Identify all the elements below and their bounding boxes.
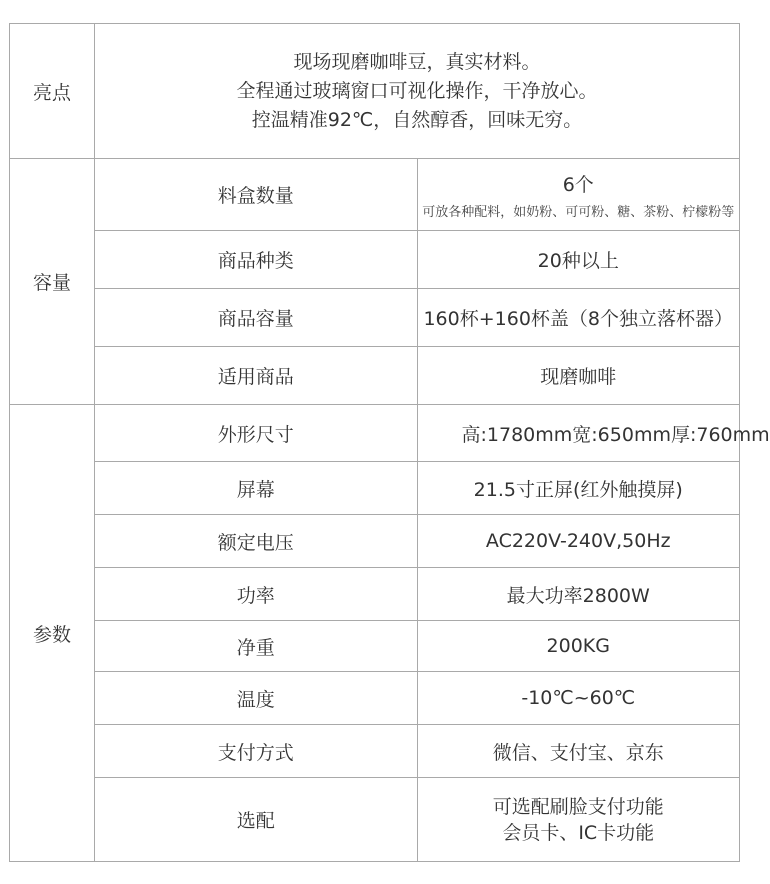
spec-row (10, 621, 740, 672)
row-value: -10℃~60℃ (417, 672, 740, 725)
row-value: 20种以上 (417, 231, 740, 289)
spec-table (9, 23, 770, 862)
spec-row (10, 159, 740, 231)
spec-row (10, 672, 740, 725)
row-label: 商品种类 (95, 231, 418, 289)
highlight-line: 全程通过玻璃窗口可视化操作，干净放心。 (236, 79, 598, 102)
row-label: 净重 (95, 621, 418, 672)
row-label: 选配 (95, 778, 418, 862)
row-value-main: 6个 (562, 173, 594, 196)
capacity-category: 容量 (10, 159, 95, 405)
row-label: 温度 (95, 672, 418, 725)
spec-row (10, 347, 740, 405)
row-label: 功率 (95, 568, 418, 621)
highlight-line: 控温精准92℃，自然醇香，回味无穷。 (251, 108, 583, 131)
spec-row (10, 231, 740, 289)
row-value (417, 778, 740, 862)
row-label: 额定电压 (95, 515, 418, 568)
row-label: 外形尺寸 (95, 405, 418, 462)
row-value (417, 405, 770, 462)
spec-row (10, 778, 740, 862)
dimension-depth: 厚:760mm (670, 423, 770, 446)
row-value: 微信、支付宝、京东 (417, 725, 740, 778)
dimension-height: 高:1780mm (461, 423, 573, 446)
row-value: 200KG (417, 621, 740, 672)
dimensions (418, 420, 770, 447)
row-value-note: 可放各种配料，如奶粉、可可粉、糖、茶粉、柠檬粉等 (422, 204, 735, 220)
spec-row (10, 462, 740, 515)
highlights-content (95, 24, 740, 159)
option-line: 可选配刷脸支付功能 (492, 795, 664, 818)
highlights-category: 亮点 (10, 24, 95, 159)
params-category: 参数 (10, 405, 95, 862)
spec-row (10, 568, 740, 621)
row-value: 现磨咖啡 (417, 347, 740, 405)
spec-row (10, 289, 740, 347)
row-label: 屏幕 (95, 462, 418, 515)
spec-row (10, 725, 740, 778)
row-label: 适用商品 (95, 347, 418, 405)
option-line: 会员卡、IC卡功能 (502, 821, 655, 844)
highlight-line: 现场现磨咖啡豆，真实材料。 (293, 50, 541, 73)
row-value (417, 159, 740, 231)
row-label: 商品容量 (95, 289, 418, 347)
row-value: 最大功率2800W (417, 568, 740, 621)
row-label: 支付方式 (95, 725, 418, 778)
row-value: AC220V-240V,50Hz (417, 515, 740, 568)
highlights-row (10, 24, 740, 159)
spec-row (10, 515, 740, 568)
spec-row (10, 405, 740, 462)
row-value: 21.5寸正屏(红外触摸屏) (417, 462, 740, 515)
row-label: 料盒数量 (95, 159, 418, 231)
dimension-width: 宽:650mm (572, 423, 671, 446)
row-value: 160杯+160杯盖（8个独立落杯器） (417, 289, 740, 347)
